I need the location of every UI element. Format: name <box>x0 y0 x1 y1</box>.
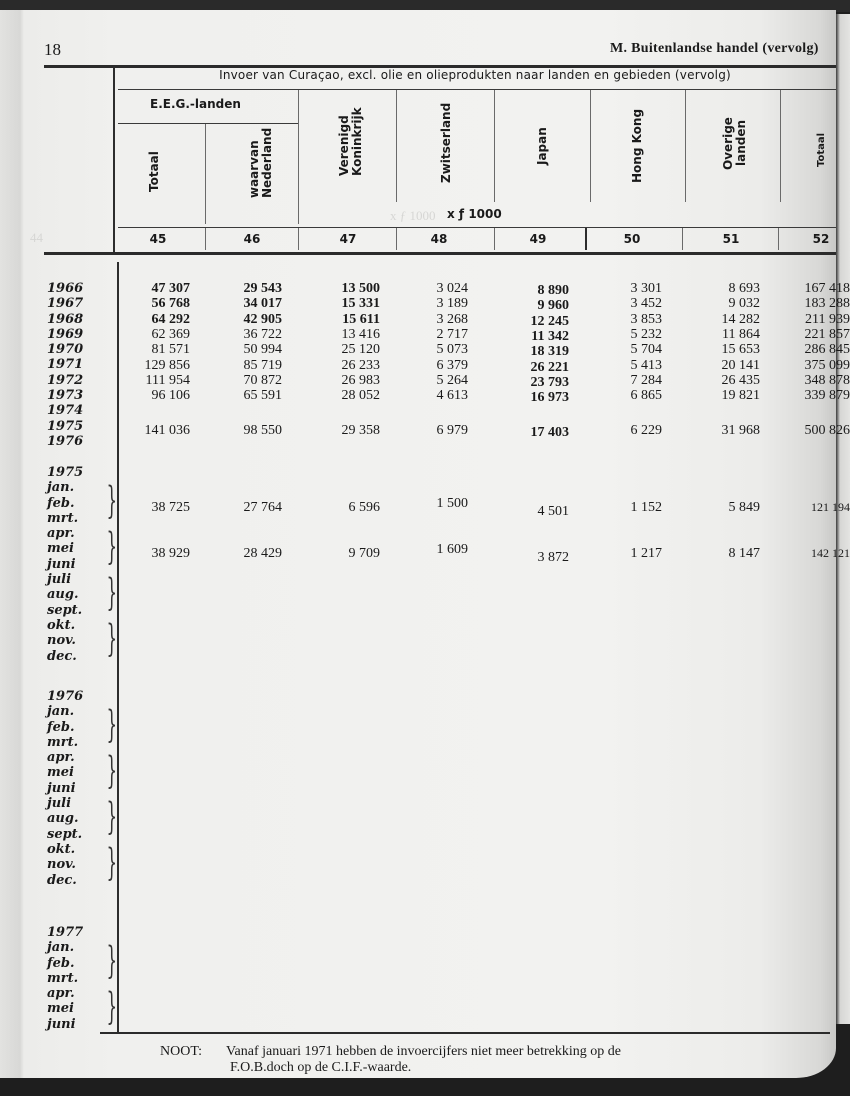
monthly-labels-1976 <box>47 689 83 888</box>
cell-c51: 15 653 <box>721 342 760 358</box>
cell-c48: 5 073 <box>436 342 468 358</box>
col-number-45: 45 <box>149 232 167 246</box>
cell-c46: 36 722 <box>243 326 282 342</box>
footnote <box>160 1044 621 1076</box>
cell-c47: 15 611 <box>342 311 380 327</box>
num-sep-6 <box>682 228 683 250</box>
cell-c51: 11 864 <box>722 326 760 342</box>
quarter-brace: } <box>106 749 118 792</box>
month-label: sept. <box>47 602 83 618</box>
bleed-through: x ƒ 1000 <box>390 208 436 223</box>
cell-c52: 121 194 <box>811 500 850 514</box>
cell-c52: 375 099 <box>804 357 850 373</box>
table-bottom-rule <box>100 1032 830 1034</box>
cell-c50: 7 284 <box>630 372 662 388</box>
col-sep-48-49 <box>494 90 495 202</box>
cell-c50: 5 413 <box>630 357 662 373</box>
row-label: 1966 <box>47 281 84 296</box>
month-label: apr. <box>47 526 75 542</box>
month-label: juni <box>47 556 76 572</box>
num-sep-2 <box>298 228 299 250</box>
cell-c51: 31 968 <box>721 422 760 438</box>
month-label: okt. <box>47 617 76 633</box>
month-label: okt. <box>47 841 76 857</box>
cell-c48: 2 717 <box>436 326 468 342</box>
month-label: jan. <box>47 940 75 956</box>
num-sep-1 <box>205 228 206 250</box>
cell-c51: 19 821 <box>721 388 760 404</box>
cell-c52: 211 939 <box>805 311 850 327</box>
cell-c49: 3 872 <box>537 550 569 565</box>
eeg-group-rule <box>118 123 298 124</box>
cell-c48: 4 613 <box>436 388 468 404</box>
month-label: apr. <box>47 750 75 766</box>
cell-c50: 1 152 <box>630 500 662 515</box>
cell-c48: 5 264 <box>436 372 468 388</box>
quarter-brace: } <box>106 617 118 660</box>
monthly-labels-1977 <box>47 925 83 1032</box>
bleed-through: 44 <box>30 230 43 245</box>
cell-c49: 4 501 <box>537 504 569 519</box>
col-label-zwitserland: Zwitserland <box>439 102 453 183</box>
col-sep-47-48 <box>396 90 397 202</box>
cell-c52: 183 288 <box>804 296 850 312</box>
quarter-brace: } <box>106 525 118 568</box>
month-label: nov. <box>47 633 76 649</box>
cell-c49: 26 221 <box>530 359 569 375</box>
col-number-50: 50 <box>623 232 641 246</box>
num-sep-5 <box>585 228 587 250</box>
row-label: 1971 <box>47 357 84 373</box>
cell-c46: 27 764 <box>243 500 282 515</box>
cell-c50: 5 704 <box>630 342 662 358</box>
cell-c50: 6 229 <box>630 422 662 438</box>
cell-c46: 70 872 <box>243 372 282 388</box>
col-sep-45-46 <box>205 124 206 224</box>
cell-c46: 29 543 <box>243 281 282 296</box>
cell-c51: 5 849 <box>728 500 760 515</box>
cell-c50: 1 217 <box>630 546 662 561</box>
cell-c48: 3 189 <box>436 296 468 312</box>
col-label-waarvan: waarvan <box>247 140 261 198</box>
cell-c45: 111 954 <box>145 372 190 388</box>
col-label-totaal: Totaal <box>816 132 827 167</box>
cell-c51: 9 032 <box>728 296 760 312</box>
month-label: apr. <box>47 986 75 1002</box>
cell-c50: 3 452 <box>630 296 662 312</box>
month-label: juni <box>47 780 76 796</box>
month-label: dec. <box>47 648 77 664</box>
cell-c48: 6 379 <box>436 357 468 373</box>
cell-c50: 6 865 <box>630 388 662 404</box>
section-year: 1975 <box>47 465 84 480</box>
cell-c52: 221 857 <box>804 326 850 342</box>
cell-c47: 29 358 <box>341 422 380 438</box>
col-sep-50-51 <box>685 90 686 202</box>
cell-c46: 50 994 <box>243 342 282 358</box>
cell-c48: 1 500 <box>436 496 468 511</box>
stub-divider-header <box>113 66 115 252</box>
month-label: nov. <box>47 857 76 873</box>
cell-c50: 3 853 <box>630 311 662 327</box>
col-label-nederland: Nederland <box>260 127 274 198</box>
row-label: 1967 <box>47 296 84 312</box>
cell-c52: 167 418 <box>804 281 850 296</box>
month-label: mei <box>47 765 74 781</box>
cell-c48: 3 024 <box>436 281 468 296</box>
cell-c47: 13 416 <box>341 326 380 342</box>
col-number-48: 48 <box>430 232 448 246</box>
col-label-hong-kong: Hong Kong <box>630 108 644 183</box>
month-label: juli <box>47 572 72 588</box>
month-label: feb. <box>47 719 75 735</box>
quarter-brace: } <box>106 795 118 838</box>
cell-c51: 20 141 <box>721 357 760 373</box>
quarter-brace: } <box>106 703 118 746</box>
quarter-brace: } <box>106 939 118 982</box>
cell-c51: 14 282 <box>721 311 760 327</box>
cell-c45: 64 292 <box>151 311 190 327</box>
month-label: mei <box>47 541 74 557</box>
page-number: 18 <box>44 40 61 59</box>
cell-c47: 15 331 <box>341 296 380 312</box>
cell-c51: 26 435 <box>721 372 760 388</box>
col-label-landen: landen <box>734 119 748 166</box>
cell-c48: 3 268 <box>436 311 468 327</box>
cell-c45: 38 929 <box>151 546 190 561</box>
cell-c52: 348 878 <box>804 372 850 388</box>
cell-c52: 142 121 <box>811 546 850 560</box>
cell-c45: 96 106 <box>151 388 190 404</box>
caption-rule <box>118 89 836 90</box>
month-label: jan. <box>47 480 75 496</box>
month-label: dec. <box>47 872 77 888</box>
cell-c45: 81 571 <box>151 342 190 358</box>
cell-c47: 6 596 <box>348 500 380 515</box>
row-label: 1968 <box>47 311 84 327</box>
cell-c49: 9 960 <box>537 298 569 314</box>
running-head: M. Buitenlandse handel (vervolg) <box>610 41 819 56</box>
row-label: 1969 <box>47 326 84 342</box>
col-number-49: 49 <box>529 232 547 246</box>
row-label: 1974 <box>47 403 84 419</box>
num-sep-4 <box>494 228 495 250</box>
footnote-line-1: Vanaf januari 1971 hebben de invoercijfers niet meer betrekking op de <box>226 1044 621 1059</box>
cell-c49: 17 403 <box>530 424 569 440</box>
month-label: mrt. <box>47 510 79 526</box>
cell-c49: 8 890 <box>537 283 569 298</box>
row-label: 1976 <box>47 433 84 449</box>
cell-c45: 62 369 <box>151 326 190 342</box>
document-page <box>0 10 836 1078</box>
quarter-brace: } <box>106 479 118 522</box>
quarter-brace: } <box>106 841 118 884</box>
section-year: 1976 <box>47 689 84 704</box>
col-number-52: 52 <box>812 232 830 246</box>
quarter-brace: } <box>106 571 118 614</box>
cell-c47: 13 500 <box>341 281 380 296</box>
cell-c45: 47 307 <box>151 281 190 296</box>
cell-c47: 25 120 <box>341 342 380 358</box>
row-label: 1972 <box>47 372 84 388</box>
cell-c49: 11 342 <box>531 328 569 344</box>
row-label: 1975 <box>47 418 84 434</box>
footnote-line-2: F.O.B.doch op de C.I.F.-waarde. <box>230 1060 412 1075</box>
row-label: 1973 <box>47 388 84 404</box>
col-label-overige: Overige <box>721 117 735 170</box>
col-label-koninkrijk: Koninkrijk <box>350 107 364 176</box>
cell-c46: 85 719 <box>243 357 282 373</box>
col-sep-51-52 <box>780 90 781 202</box>
table-caption: Invoer van Curaçao, excl. olie en olieprodukten naar landen en gebieden (vervolg) <box>219 68 731 82</box>
unit-label: x ƒ 1000 <box>447 207 502 221</box>
footnote-label: NOOT: <box>160 1044 203 1059</box>
cell-c51: 8 147 <box>728 546 760 561</box>
cell-c47: 26 983 <box>341 372 380 388</box>
cell-c46: 42 905 <box>243 311 282 327</box>
num-sep-3 <box>396 228 397 250</box>
col-number-47: 47 <box>339 232 357 246</box>
cell-c45: 56 768 <box>151 296 190 312</box>
month-label: juli <box>47 796 72 812</box>
cell-c45: 129 856 <box>144 357 190 373</box>
stub-divider-body <box>117 262 119 1032</box>
col-sep-49-50 <box>590 90 591 202</box>
cell-c50: 3 301 <box>630 281 662 296</box>
col-sep-46-47 <box>298 90 299 224</box>
quarter-brace: } <box>106 985 118 1028</box>
eeg-group-header: E.E.G.-landen <box>150 97 241 111</box>
cell-c47: 28 052 <box>341 388 380 404</box>
month-label: mrt. <box>47 734 79 750</box>
cell-c49: 23 793 <box>530 374 569 390</box>
adjacent-page-edge <box>836 14 850 1024</box>
cell-c49: 12 245 <box>530 313 569 329</box>
col-label-japan: Japan <box>535 127 549 165</box>
cell-c45: 141 036 <box>144 422 190 438</box>
monthly-labels-1975 <box>47 465 83 664</box>
month-label: mei <box>47 1001 74 1017</box>
cell-c50: 5 232 <box>630 326 662 342</box>
cell-c46: 28 429 <box>243 546 282 561</box>
month-label: aug. <box>47 587 79 603</box>
cell-c48: 1 609 <box>436 542 468 557</box>
month-label: feb. <box>47 495 75 511</box>
month-label: jan. <box>47 704 75 720</box>
month-label: juni <box>47 1016 76 1032</box>
col-number-51: 51 <box>722 232 740 246</box>
cell-c51: 8 693 <box>728 281 760 296</box>
month-label: aug. <box>47 811 79 827</box>
col-label-verenigd: Verenigd <box>337 115 351 176</box>
cell-c52: 500 826 <box>804 422 850 438</box>
cell-c48: 6 979 <box>436 422 468 438</box>
cell-c47: 26 233 <box>341 357 380 373</box>
month-label: feb. <box>47 955 75 971</box>
section-year: 1977 <box>47 925 84 940</box>
cell-c52: 339 879 <box>804 388 850 404</box>
cell-c49: 18 319 <box>530 344 569 360</box>
cell-c46: 34 017 <box>243 296 282 312</box>
cell-c46: 98 550 <box>243 422 282 438</box>
month-label: mrt. <box>47 970 79 986</box>
colnum-top-rule <box>118 227 836 228</box>
num-sep-7 <box>778 228 779 250</box>
col-number-46: 46 <box>243 232 261 246</box>
cell-c49: 16 973 <box>530 390 569 406</box>
row-label: 1970 <box>47 342 84 358</box>
cell-c45: 38 725 <box>151 500 190 515</box>
cell-c52: 286 845 <box>804 342 850 358</box>
col-label-totaal-eeg: Totaal <box>147 151 161 192</box>
header-bottom-rule <box>44 252 836 255</box>
month-label: sept. <box>47 826 83 842</box>
cell-c47: 9 709 <box>348 546 380 561</box>
cell-c46: 65 591 <box>243 388 282 404</box>
annual-row-labels <box>47 281 83 449</box>
